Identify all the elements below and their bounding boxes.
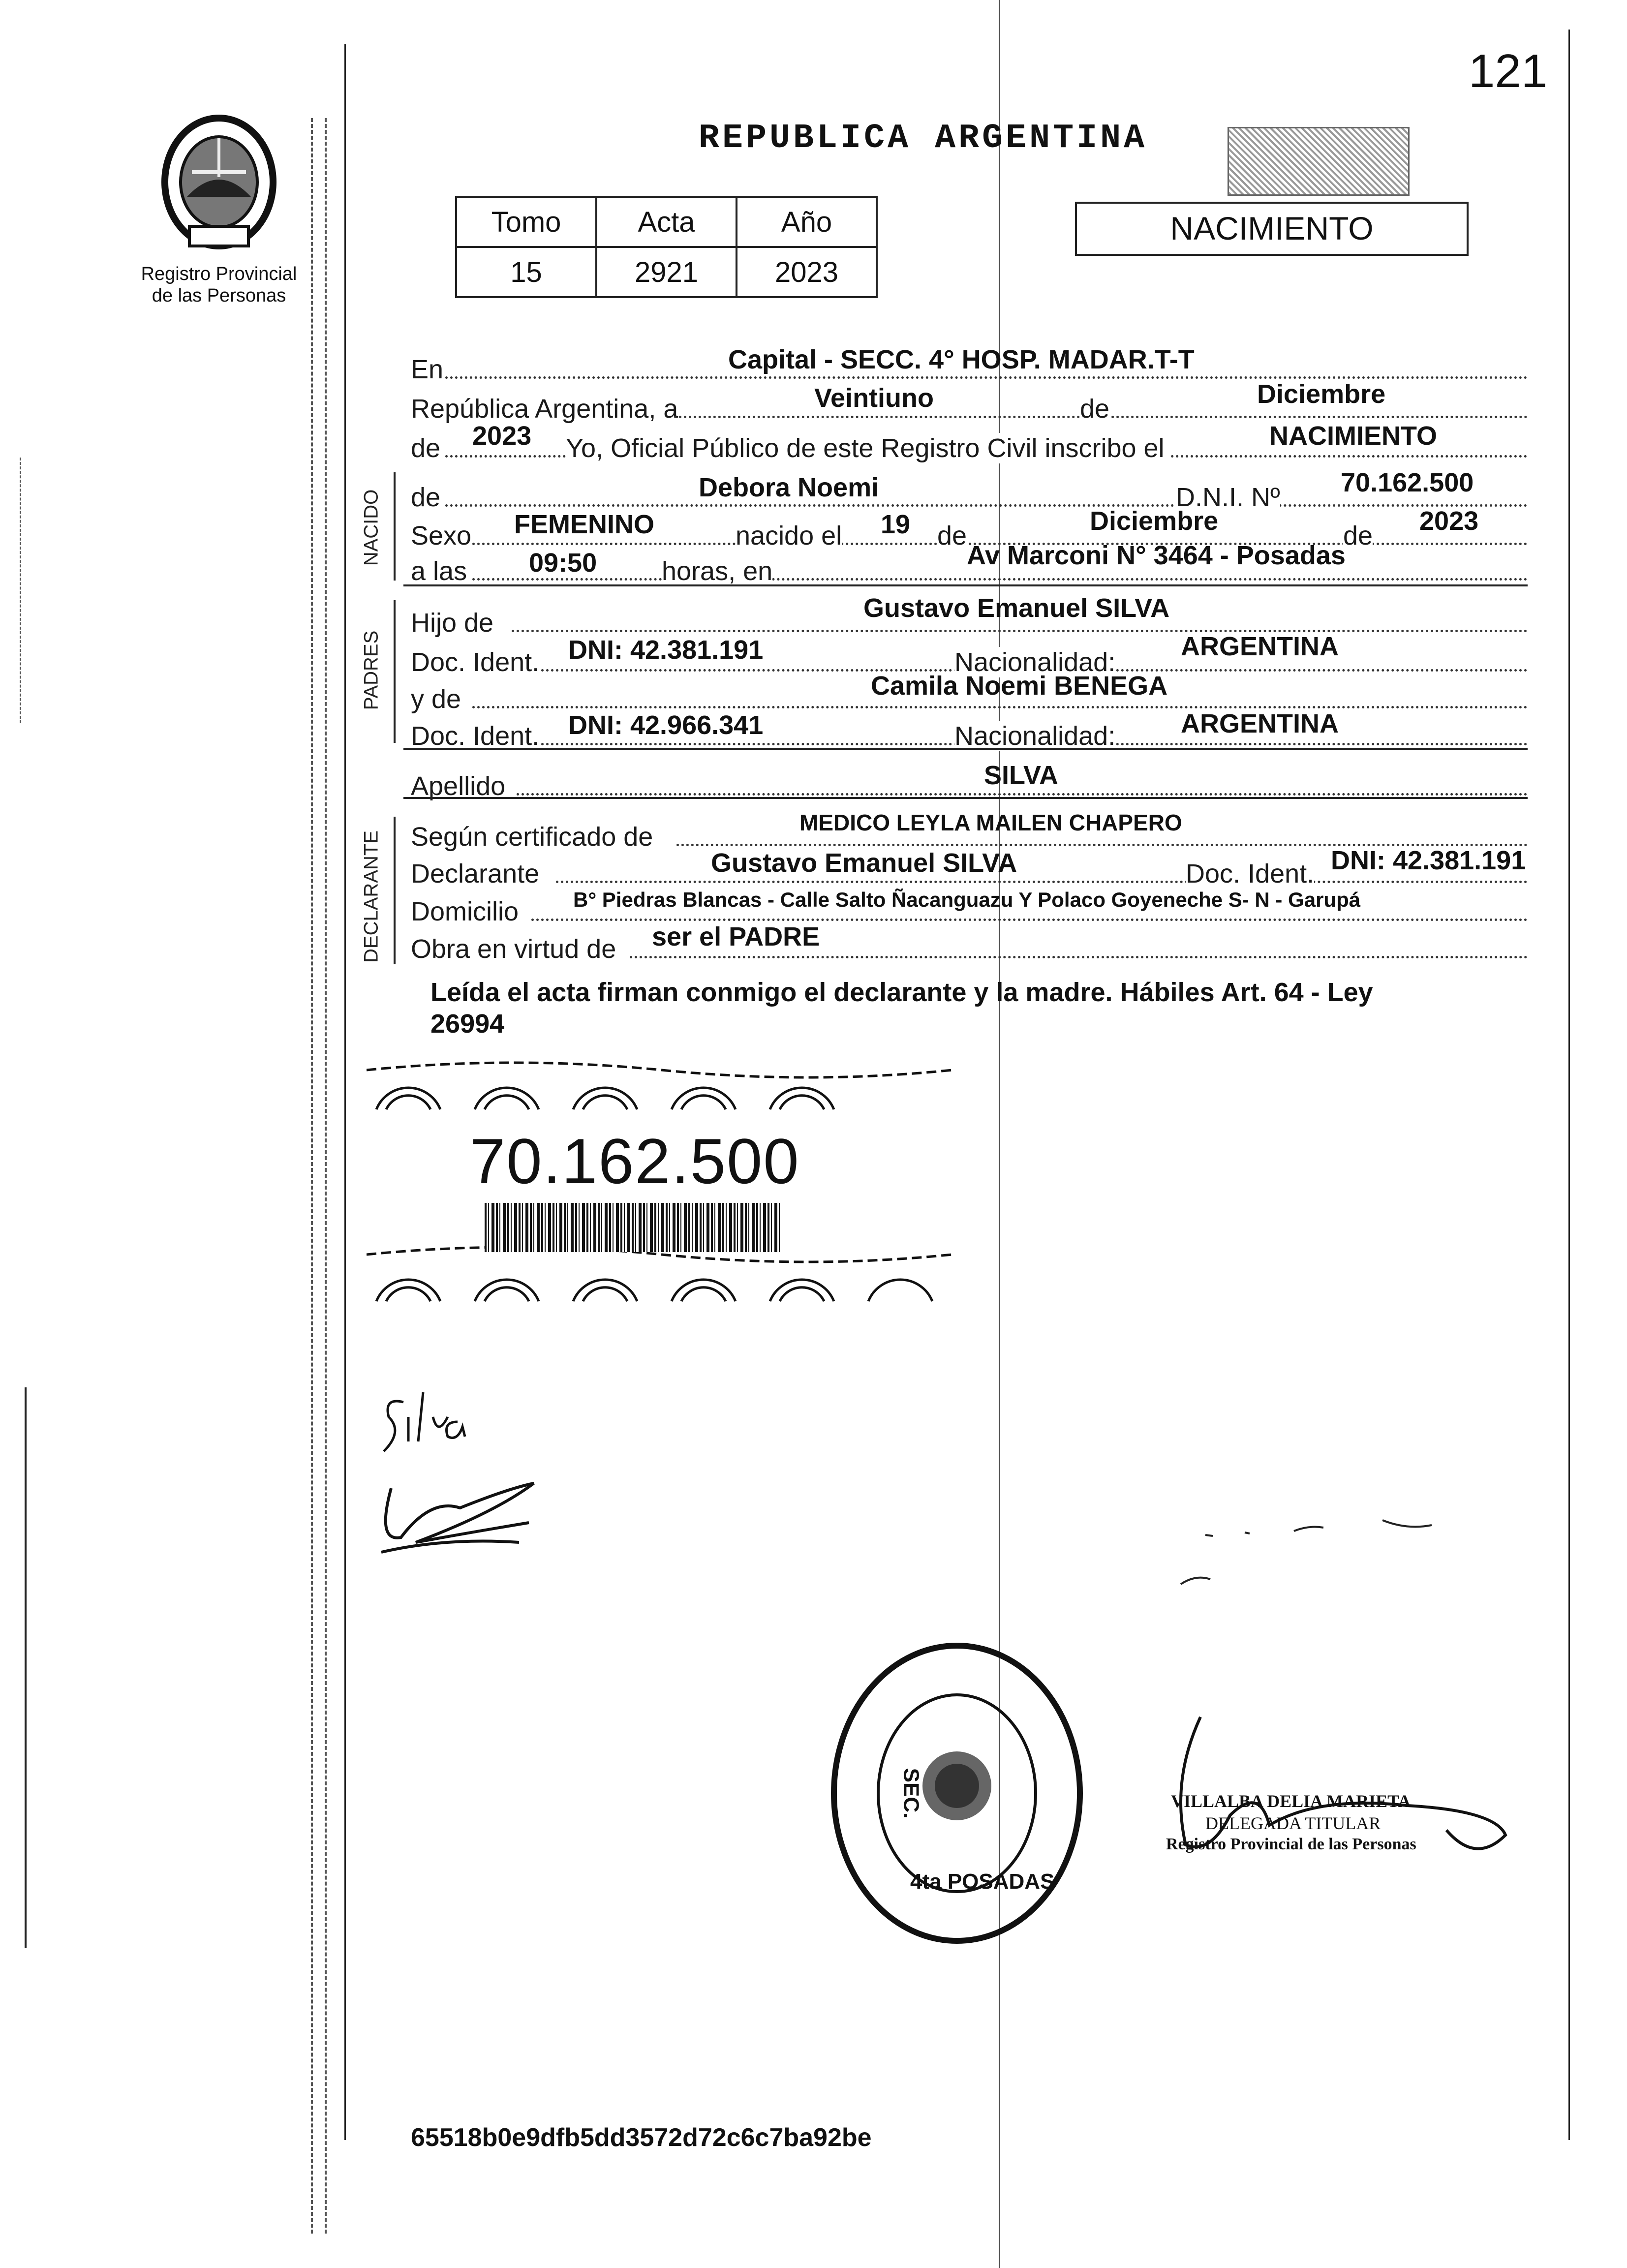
right-margin-line [1568, 30, 1570, 2140]
label-republica: República Argentina, a [411, 394, 678, 424]
bracket-declarante [394, 817, 396, 964]
label-de-dia: de [937, 521, 967, 551]
value-dni: 70.162.500 [1341, 468, 1474, 497]
dots-hora [472, 578, 1528, 581]
handwritten-silva-icon [374, 1382, 541, 1466]
far-left-dashes [20, 458, 22, 723]
far-left-line [25, 1387, 27, 1948]
value-hora: 09:50 [529, 548, 597, 578]
rule-padres [403, 748, 1528, 750]
registry-line-2: de las Personas [152, 285, 286, 306]
page-number: 121 [1469, 45, 1548, 97]
value-sexo: FEMENINO [514, 510, 655, 539]
closing-text [430, 977, 1513, 1040]
value-certificado: MEDICO LEYLA MAILEN CHAPERO [799, 810, 1182, 835]
dots-obra [630, 956, 1528, 958]
official-signature [1132, 1707, 1525, 1894]
value-madre-doc: DNI: 42.966.341 [568, 710, 764, 740]
handwritten-signature-icon [371, 1469, 558, 1567]
label-y-de: y de [411, 684, 461, 714]
official-stamp [827, 1638, 1087, 1948]
registry-line-1: Registro Provincial [141, 264, 297, 284]
signature-declarant [371, 1469, 558, 1567]
label-hijo-de: Hijo de [411, 608, 494, 638]
bracket-nacido [394, 472, 396, 581]
value-madre: Camila Noemi BENEGA [871, 671, 1168, 701]
label-a-las: a las [411, 556, 467, 586]
barcode-bars [485, 1203, 780, 1252]
value-anio-nac: 2023 [1419, 506, 1479, 536]
value-dia: 19 [881, 510, 911, 539]
label-de-nombre: de [411, 483, 441, 512]
value-madre-nac: ARGENTINA [1181, 709, 1339, 738]
value-tipo: NACIMIENTO [1269, 421, 1438, 451]
left-edge-dashes-2 [325, 118, 327, 2234]
dots-declarante [556, 881, 1528, 883]
closing-line-1: Leída el acta firman conmigo el declarante y la madre. Hábiles Art. 64 - Ley [430, 978, 1373, 1007]
doc-type-box [1075, 202, 1469, 256]
label-segun: Según certificado de [411, 822, 653, 852]
label-nac-padre: Nacionalidad: [954, 647, 1116, 677]
dots-madre [472, 706, 1528, 708]
label-obra: Obra en virtud de [411, 934, 616, 964]
header-tomo: Tomo [456, 197, 596, 247]
label-nac-madre: Nacionalidad: [954, 721, 1116, 751]
label-doc-padre: Doc. Ident. [411, 647, 540, 677]
barcode-number: 70.162.500 [465, 1124, 805, 1198]
value-apellido: SILVA [984, 761, 1059, 790]
value-padre-nac: ARGENTINA [1181, 632, 1339, 661]
province-logo [157, 108, 280, 251]
side-declarante: DECLARANTE [360, 830, 382, 963]
header-acta: Acta [596, 197, 737, 247]
stamp-sec: SEC. [899, 1768, 923, 1819]
watermark-seal [1228, 127, 1410, 196]
value-padre-doc: DNI: 42.381.191 [568, 635, 764, 665]
value-nombre: Debora Noemi [699, 473, 879, 502]
value-anio: 2023 [472, 421, 532, 451]
record-table [455, 196, 878, 298]
official-role: DELEGADA TITULAR [1205, 1813, 1381, 1833]
closing-line-2: 26994 [430, 1009, 505, 1039]
value-dia-letras: Veintiuno [814, 383, 934, 413]
stray-marks [1176, 1510, 1442, 1589]
value-padre: Gustavo Emanuel SILVA [863, 593, 1170, 623]
value-tomo: 15 [456, 247, 596, 297]
label-yo: Yo, Oficial Público de este Registro Civil inscribo el [566, 433, 1169, 463]
label-nacido-el: nacido el [736, 521, 842, 551]
value-mes: Diciembre [1257, 379, 1386, 409]
label-sexo: Sexo [411, 521, 472, 551]
value-obra: ser el PADRE [652, 922, 820, 951]
left-margin-line [344, 44, 346, 2140]
label-declarante: Declarante [411, 859, 540, 889]
barcode-sticker [367, 1055, 952, 1304]
rule-apellido [403, 797, 1528, 799]
rule-nacido [403, 584, 1528, 586]
official-org: Registro Provincial de las Personas [1166, 1835, 1416, 1853]
stray-marks-icon [1176, 1510, 1442, 1589]
value-domicilio: B° Piedras Blancas - Calle Salto Ñacanguazu Y Polaco Goyeneche S- N - Garupá [573, 888, 1361, 911]
value-lugar: Capital - SECC. 4° HOSP. MADAR.T-T [728, 345, 1195, 374]
label-dni: D.N.I. Nº [1176, 483, 1280, 512]
signature-silva [374, 1382, 541, 1466]
bracket-padres [394, 600, 396, 743]
side-nacido: NACIDO [360, 489, 382, 566]
country-title: REPUBLICA ARGENTINA [699, 119, 1148, 158]
side-padres: PADRES [360, 630, 382, 710]
label-de-anio: de [411, 433, 441, 463]
label-de-mes: de [1343, 521, 1373, 551]
label-horas-en: horas, en [662, 556, 773, 586]
stamp-place: 4ta POSADAS [910, 1870, 1055, 1894]
registry-name [133, 263, 305, 306]
official-name: VILLALBA DELIA MARIETA [1171, 1791, 1411, 1811]
value-acta: 2921 [596, 247, 737, 297]
dots-domicilio [531, 919, 1528, 921]
label-apellido: Apellido [411, 771, 506, 801]
label-de: de [1080, 394, 1110, 424]
value-anio: 2023 [737, 247, 877, 297]
header-anio: Año [737, 197, 877, 247]
label-en: En [411, 355, 444, 384]
dots-padre [512, 630, 1528, 632]
label-doc-declarante: Doc. Ident. [1186, 859, 1315, 889]
label-domicilio: Domicilio [411, 897, 519, 926]
dots-apellido [517, 793, 1528, 796]
value-declarante: Gustavo Emanuel SILVA [711, 848, 1017, 878]
value-declarante-doc: DNI: 42.381.191 [1331, 846, 1526, 875]
left-edge-dashes [311, 118, 313, 2234]
document-hash: 65518b0e9dfb5dd3572d72c6c7ba92be [411, 2123, 872, 2152]
value-mes-nac: Diciembre [1090, 506, 1219, 536]
value-lugar-nac: Av Marconi N° 3464 - Posadas [967, 541, 1346, 570]
dots-nombre [445, 504, 1528, 507]
registry-stamp-icon [827, 1638, 1087, 1948]
label-doc-madre: Doc. Ident. [411, 721, 540, 751]
provincial-coat-of-arms-icon [157, 108, 280, 251]
doc-type: NACIMIENTO [1170, 210, 1374, 246]
